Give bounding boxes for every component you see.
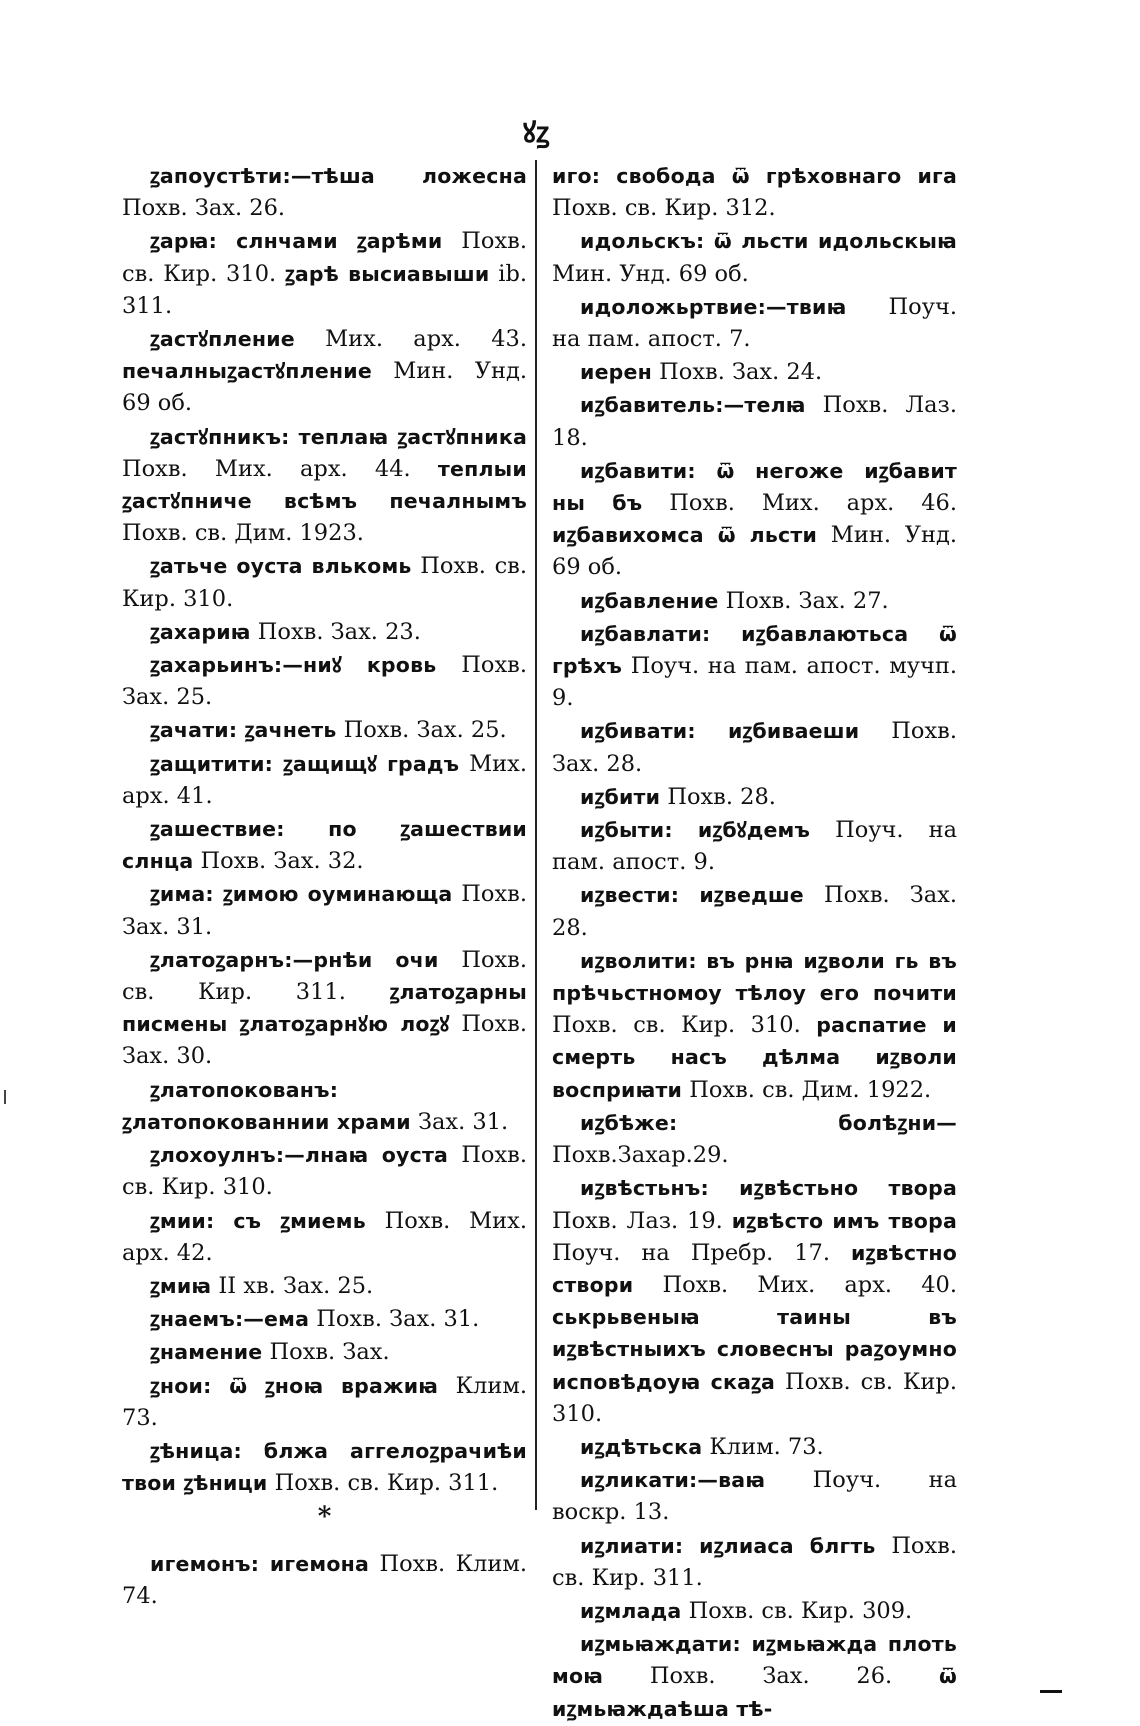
entry-reference: Поуч. на пам. апост. 7.	[552, 293, 957, 353]
entry-reference: Мин. Унд. 69 об.	[122, 358, 527, 417]
entry-reference: Похв. св. Кир. 311.	[552, 1532, 957, 1591]
entry-headword: ꙁарꙗ: слнчами ꙁарѣми	[150, 229, 443, 254]
entry-headword: иꙁвѣстьнъ: иꙁвѣстьно твора	[580, 1176, 957, 1201]
dictionary-entry	[122, 1435, 527, 1499]
right-column	[552, 160, 957, 1726]
entry-reference: Похв. св. Кир. 312.	[552, 195, 776, 222]
entry-reference: Похв. Клим. 74.	[122, 1550, 527, 1609]
entry-headword: ꙁлатоꙁарны писмены ꙁлатоꙁарнꙋю лоꙁꙋ	[122, 980, 527, 1037]
entry-reference: Похв. Мих. арх. 44.	[122, 455, 438, 482]
entry-reference: Похв. Лаз. 19.	[552, 1207, 732, 1234]
entry-headword: ꙁмиꙗ	[150, 1273, 212, 1298]
dictionary-entry	[552, 1530, 957, 1594]
entry-headword: ꙁмии: съ ꙁмиемь	[150, 1208, 366, 1233]
entry-reference: Похв. Зах. 26.	[122, 195, 286, 222]
dictionary-entry	[122, 1205, 527, 1269]
entry-reference: Похв. св. Кир. 310.	[122, 553, 527, 612]
entry-headword: ꙁлатоꙁарнъ:—рнѣи очи	[150, 947, 439, 972]
entry-headword: ꙁѣница: блжа аггелоꙁрачиѣи твои ꙁѣници	[122, 1438, 527, 1496]
entry-reference: Похв. св. Кир. 310.	[552, 1368, 957, 1427]
dictionary-entry	[552, 1628, 957, 1725]
entry-headword: идольскъ: ѿ льсти идольскыꙗ	[580, 229, 957, 254]
dictionary-entry	[122, 649, 527, 713]
entry-reference: Похв. св. Кир. 310.	[122, 228, 527, 287]
entry-headword: иꙁбавити: ѿ негоже иꙁбавит ны бъ	[552, 458, 957, 516]
entry-headword: печалныꙁастꙋпление	[122, 359, 372, 384]
dictionary-entry	[122, 616, 527, 648]
dictionary-entry	[122, 323, 527, 420]
entry-headword: иꙁбавление	[580, 588, 719, 613]
entry-headword: ꙁачати: ꙁачнеть	[150, 718, 337, 743]
entry-reference: Похв. Зах. 30.	[122, 1011, 527, 1070]
entry-reference: Похв. Зах. 32.	[193, 848, 364, 875]
dictionary-entry	[552, 945, 957, 1106]
entry-headword: ꙁапоустѣти:—тѣша ложесна	[150, 164, 527, 188]
dictionary-entry	[122, 813, 527, 877]
dictionary-entry	[552, 585, 957, 617]
dictionary-entry	[122, 1548, 527, 1612]
entry-headword: иꙁбѣже: болѣꙁни—	[580, 1110, 957, 1135]
dictionary-entry	[122, 1370, 527, 1434]
dictionary-entry	[122, 1139, 527, 1203]
entry-headword: иꙁбавитель:—телꙗ	[580, 393, 806, 418]
entry-headword: иꙁвѣстно створи	[552, 1240, 957, 1297]
dictionary-entry	[122, 748, 527, 812]
entry-reference: Мих. арх. 43.	[294, 326, 527, 353]
entry-headword: иꙁбити	[580, 784, 661, 809]
entry-reference: Похв. Зах. 27.	[718, 587, 889, 614]
entry-reference: Поуч. на воскр. 13.	[552, 1467, 957, 1526]
entry-reference: Похв. 28.	[660, 783, 776, 810]
entry-reference: Поуч. на пам. апост. мучп. 9.	[552, 653, 957, 712]
dictionary-entry	[122, 1270, 527, 1302]
entry-reference: Похв. св. Кир. 311.	[267, 1470, 499, 1497]
entry-headword: ꙁашествие: по ꙁашествии слнца	[122, 817, 527, 874]
dictionary-entry	[552, 1464, 957, 1528]
entry-headword: иго: свобода ѿ грѣховнаго ига	[552, 164, 957, 188]
dictionary-entry	[122, 1074, 527, 1138]
entry-reference: Похв. св. Кир. 311.	[122, 946, 527, 1006]
entry-reference: Похв. Зах. 25.	[336, 717, 507, 744]
dictionary-entry	[552, 1595, 957, 1627]
entry-headword: иꙁбивати: иꙁбиваеши	[580, 719, 860, 744]
margin-mark	[1040, 1690, 1062, 1693]
entry-headword: иꙁмлада	[580, 1598, 682, 1623]
entry-headword: ѿ иꙁмьꙗждаѣша тѣ-	[552, 1664, 957, 1721]
dictionary-entry	[552, 715, 957, 779]
entry-reference: Похв. св. Дим. 1922.	[682, 1076, 932, 1103]
dictionary-entry	[552, 356, 957, 388]
entry-reference: Похв. св. Кир. 309.	[681, 1597, 913, 1624]
entry-headword: ꙁима: ꙁимою оуминающа	[150, 882, 453, 907]
entry-reference: Похв. св. Кир. 310.	[552, 1012, 817, 1039]
left-margin-tick	[4, 1090, 6, 1104]
entry-headword: ꙁахариꙗ	[150, 619, 251, 644]
entry-headword: ꙁнои: ѿ ꙁноꙗ вражиꙗ	[150, 1373, 439, 1398]
entry-reference: Поуч. на пам. апост. 9.	[552, 817, 957, 876]
entry-reference: Похв. Зах. 28.	[552, 882, 957, 941]
entry-reference: Похв. Зах. 26.	[603, 1663, 939, 1690]
dictionary-entry	[122, 1336, 527, 1368]
entry-headword: иꙁбавлати: иꙁбавлаютьса ѿ грѣхъ	[552, 621, 957, 679]
dictionary-entry	[552, 389, 957, 453]
entry-headword: иꙁбавихомса ѿ льсти	[552, 523, 818, 548]
dictionary-entry	[552, 160, 957, 224]
entry-reference: Клим. 73.	[702, 1433, 824, 1460]
entry-reference: Мин. Унд. 69 об.	[552, 260, 749, 287]
dictionary-entry	[552, 1107, 957, 1171]
entry-headword: иꙁбыти: иꙁбꙋдемъ	[580, 818, 811, 843]
entry-headword: ꙁастꙋпление	[150, 327, 295, 352]
entry-reference: Похв. Мих. арх. 46.	[642, 490, 957, 517]
entry-headword: ꙁлатопокованъ: ꙁлатопокованнии храми	[122, 1077, 411, 1134]
entry-headword: ꙁастꙋпникъ: теплаꙗ ꙁастꙋпника	[150, 424, 527, 449]
dictionary-entry	[122, 550, 527, 614]
entry-headword: идоложьртвие:—твиꙗ	[580, 294, 847, 319]
entry-headword: иꙁмьꙗждати: иꙁмьꙗжда плоть моꙗ	[552, 1632, 957, 1689]
entry-reference: Похв. Зах. 23.	[250, 618, 421, 645]
entry-headword: ꙁлохоулнъ:—лнаꙗ оуста	[150, 1143, 449, 1168]
dictionary-entry	[552, 1431, 957, 1463]
entry-reference: Похв. св. Кир. 310.	[122, 1142, 527, 1201]
entry-reference: Похв. св. Дим. 1923.	[122, 520, 364, 547]
entry-reference: Похв.Захар.29.	[552, 1142, 729, 1169]
entry-headword: иерен	[580, 360, 653, 385]
entry-headword: ꙁнамение	[150, 1340, 263, 1365]
entry-headword: ꙁащитити: ꙁащищꙋ градъ	[150, 751, 460, 776]
entry-reference: Похв. Мих. арх. 42.	[122, 1207, 527, 1266]
dictionary-entry	[122, 944, 527, 1073]
dictionary-entry	[552, 291, 957, 355]
dictionary-entry	[552, 225, 957, 289]
dictionary-entry	[552, 618, 957, 715]
section-asterisk: *	[317, 1502, 332, 1533]
entry-reference: Похв. Лаз. 18.	[552, 392, 957, 451]
page-number: ꙋꙁ	[522, 116, 550, 149]
entry-reference: Похв. Зах. 31.	[122, 881, 527, 940]
entry-reference: Похв. Зах. 28.	[552, 718, 957, 777]
column-divider	[535, 160, 537, 1510]
entry-headword: теплыи ꙁастꙋпниче всѣмъ печалнымъ	[122, 456, 527, 514]
dictionary-entry	[552, 814, 957, 878]
entry-headword: ꙁнаемъ:—ема	[150, 1307, 310, 1332]
dictionary-entry	[122, 160, 527, 224]
entry-reference: Поуч. на Пребр. 17.	[552, 1239, 852, 1266]
entry-headword: ськрьвеныꙗ таины въ иꙁвѣстныихъ словеснꙑ раꙁоумно исповѣдоуꙗ скаꙁа	[552, 1305, 957, 1394]
entry-reference: Мин. Унд. 69 об.	[552, 522, 957, 581]
dictionary-entry	[122, 1303, 527, 1335]
entry-reference: II хв. Зах. 25.	[211, 1272, 374, 1299]
entry-headword: игемонъ: игемона	[150, 1551, 370, 1576]
entry-reference: Мих. арх. 41.	[122, 750, 528, 809]
dictionary-entry	[552, 1172, 957, 1430]
dictionary-entry	[552, 455, 957, 584]
dictionary-entry	[122, 714, 527, 746]
dictionary-entry	[552, 879, 957, 943]
left-column	[122, 160, 527, 1613]
entry-reference: Зах. 31.	[410, 1108, 509, 1135]
dictionary-entry	[122, 878, 527, 942]
entry-headword: иꙁликати:—ваꙗ	[580, 1468, 766, 1493]
dictionary-entry	[552, 781, 957, 813]
entry-headword: распатие и смерть насъ дѣлма иꙁволи восприꙗти	[552, 1013, 957, 1102]
entry-reference: Похв. Зах.	[262, 1339, 390, 1366]
entry-headword: иꙁвѣсто имъ твора	[731, 1208, 957, 1233]
entry-headword: иꙁдѣтьска	[580, 1434, 703, 1459]
entry-reference: Похв. Зах. 24.	[652, 359, 823, 386]
entry-headword: иꙁлиати: иꙁлиаса блгть	[580, 1533, 876, 1558]
entry-reference: ib. 311.	[122, 260, 527, 319]
entry-reference: Похв. Мих. арх. 40.	[633, 1271, 957, 1298]
entry-reference: Похв. Зах. 25.	[122, 652, 527, 711]
entry-reference: Клим. 73.	[122, 1372, 527, 1431]
entry-headword: ꙁатьче оуста влькомь	[150, 554, 412, 579]
dictionary-entry	[122, 421, 527, 550]
entry-headword: иꙁвести: иꙁведше	[580, 883, 804, 908]
dictionary-entry	[122, 225, 527, 322]
entry-headword: ꙁахарьинъ:—ниꙋ кровь	[150, 653, 437, 678]
entry-headword: иꙁволити: въ рнꙗ иꙁволи гь въ прѣчьстномоу тѣлоу его почити	[552, 948, 957, 1006]
entry-headword: ꙁарѣ высиавыши	[285, 261, 490, 286]
entry-reference: Похв. Зах. 31.	[309, 1306, 480, 1333]
